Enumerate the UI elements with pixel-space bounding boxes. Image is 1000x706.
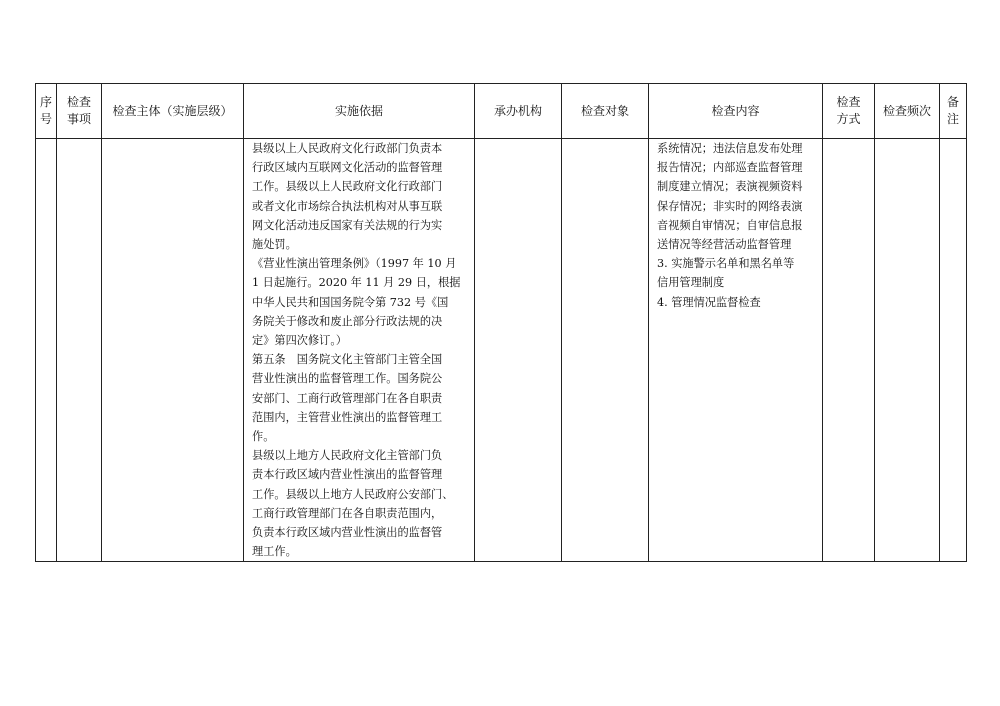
header-method: [823, 84, 875, 139]
basis-line: 行政区域内互联网文化活动的监督管理: [252, 161, 443, 175]
content-line: 制度建立情况；表演视频资料: [657, 180, 803, 194]
content-line: 音视频自审情况；自审信息报: [657, 218, 803, 232]
basis-line: 作。: [252, 430, 275, 444]
header-target-label: 检查对象: [580, 103, 629, 118]
cell-seq: [36, 139, 57, 562]
inspection-table: [35, 83, 967, 562]
basis-line: 县级以上人民政府文化行政部门负责本: [252, 142, 443, 155]
basis-line: 工作。县级以上地方人民政府公安部门、: [252, 487, 454, 501]
table-row: [36, 139, 967, 562]
header-seq: [36, 84, 57, 139]
basis-line: 理工作。: [252, 545, 297, 559]
basis-line: 施处罚。: [252, 238, 297, 252]
header-subject-label: 检查主体（实施层级）: [112, 103, 233, 118]
header-frequency: [875, 84, 940, 139]
header-subject: [102, 84, 244, 139]
basis-line: 或者文化市场综合执法机构对从事互联: [252, 199, 443, 213]
basis-line: 责本行政区域内营业性演出的监督管理: [252, 468, 443, 482]
content-line: 系统情况；违法信息发布处理: [657, 142, 803, 155]
header-target: [562, 84, 649, 139]
basis-line: 县级以上地方人民政府文化主管部门负: [252, 449, 443, 463]
content-line: 送情况等经营活动监督管理: [657, 238, 792, 252]
header-basis-label: 实施依据: [334, 103, 383, 118]
header-remark: [940, 84, 967, 139]
content-line: 报告情况；内部巡查监督管理: [657, 161, 803, 175]
content-line: 信用管理制度: [657, 276, 725, 290]
header-item-label: 检查 事项: [66, 95, 91, 126]
header-basis: [244, 84, 475, 139]
content-line: 4. 管理情况监督检查: [657, 295, 761, 309]
basis-line: 《营业性演出管理条例》（1997 年 10 月: [252, 257, 457, 271]
basis-text: [244, 139, 474, 561]
basis-line: 工作。县级以上人民政府文化行政部门: [252, 180, 443, 194]
header-content: [649, 84, 823, 139]
basis-line: 定》第四次修订。）: [252, 334, 348, 348]
cell-item: [57, 139, 102, 562]
basis-line: 范围内，主管营业性演出的监督管理工: [252, 410, 443, 424]
basis-line: 工商行政管理部门在各自职责范围内，: [252, 506, 443, 520]
basis-line: 营业性演出的监督管理工作。国务院公: [252, 372, 443, 386]
basis-line: 安部门、工商行政管理部门在各自职责: [252, 391, 443, 405]
header-method-label: 检查 方式: [836, 95, 861, 126]
header-content-label: 检查内容: [711, 103, 760, 118]
basis-line: 负责本行政区域内营业性演出的监督管: [252, 526, 443, 540]
basis-line: 网文化活动违反国家有关法规的行为实: [252, 218, 443, 232]
content-line: 3. 实施警示名单和黑名单等: [657, 257, 795, 271]
header-seq-label: 序 号: [39, 95, 52, 126]
content-text: [649, 139, 822, 312]
cell-agency: [475, 139, 562, 562]
header-agency-label: 承办机构: [493, 103, 542, 118]
header-frequency-label: 检查频次: [882, 103, 931, 118]
basis-line: 第五条 国务院文化主管部门主管全国: [252, 353, 443, 367]
content-line: 保存情况；非实时的网络表演: [657, 199, 803, 213]
basis-line: 务院关于修改和废止部分行政法规的决: [252, 314, 443, 328]
header-agency: [475, 84, 562, 139]
cell-content: [649, 139, 823, 562]
cell-method: [823, 139, 875, 562]
cell-target: [562, 139, 649, 562]
cell-basis: [244, 139, 475, 562]
basis-line: 中华人民共和国国务院令第 732 号《国: [252, 295, 449, 309]
header-remark-label: 备 注: [946, 95, 959, 126]
cell-frequency: [875, 139, 940, 562]
cell-subject: [102, 139, 244, 562]
basis-line: 1 日起施行。2020 年 11 月 29 日，根据: [252, 276, 461, 290]
table-header-row: [36, 84, 967, 139]
header-item: [57, 84, 102, 139]
cell-remark: [940, 139, 967, 562]
